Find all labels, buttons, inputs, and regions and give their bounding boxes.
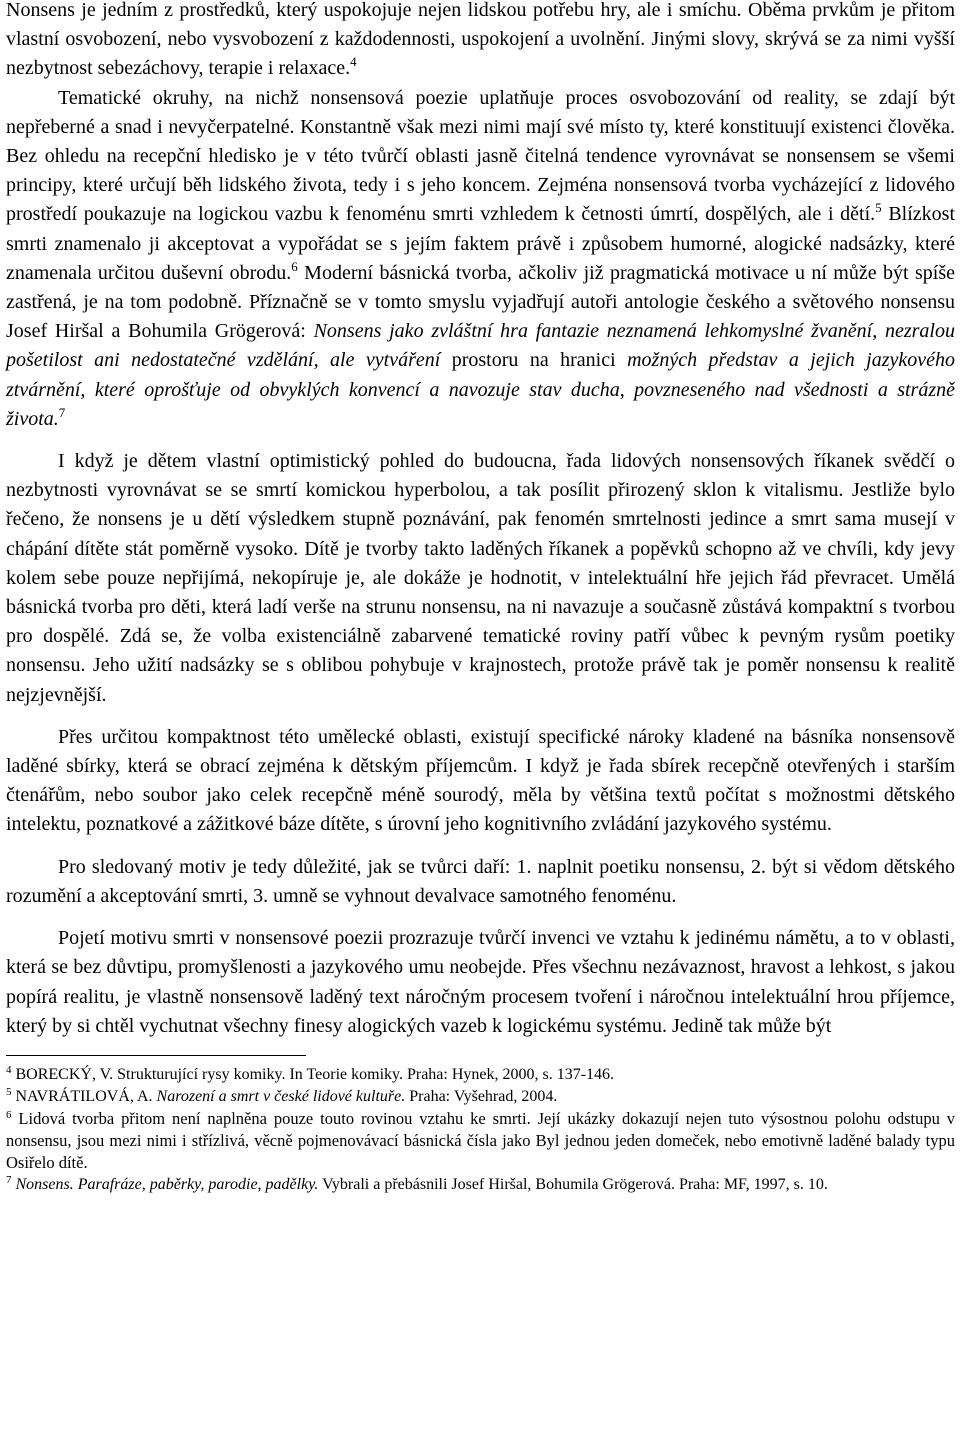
footnote-marker: 4 <box>6 1063 12 1076</box>
paragraph <box>6 84 955 434</box>
text-run: Tematické okruhy, na nichž nonsensová poezie uplatňuje proces osvobozování od reality, se zdají být nepřeberné a snad i nevyčerpatelné. Konstantně však mezi nimi mají své místo ty, které konstituují existenci člověka. Bez ohledu na recepční hledisko je v této tvůrčí oblasti jasně čitelná tendence vyrovnávat se nonsensem se všemi principy, které určují běh lidského života, tedy i s jeho koncem. Zejména nonsensová tvorba vycházející z lidového prostředí poukazuje na logickou vazbu k fenoménu smrti vzhledem k četnosti úmrtí, dospělých, ale i dětí. <box>6 86 955 226</box>
text-run: Pojetí motivu smrti v nonsensové poezii prozrazuje tvůrčí invenci ve vztahu k jedinému námětu, a to v oblasti, která se bez důvtipu, promyšlenosti a jazykového umu neobejde. Přes všechnu nezávaznost, hravost a lehkost, s jakou popírá realitu, je vlastně nonsensově laděný text náročným procesem tvoření i náročnou intelektuální hrou příjemce, který by si chtěl vychutnat všechny finesy alogických vazeb k logickému systému. Jedině tak může být <box>6 927 955 1037</box>
footnote-marker: 6 <box>291 258 298 274</box>
footnote-marker: 6 <box>6 1108 12 1121</box>
body-text <box>6 0 955 1041</box>
italic-text: Narození a smrt v české lidové kultuře. <box>156 1087 406 1105</box>
footnote-separator <box>6 1055 306 1056</box>
text-run: Lidová tvorba přitom není naplněna pouze touto rovinou vztahu ke smrti. Její ukázky dokazují nejen tuto výsostnou polohu odstupu v nonsensu, jsou mezi nimi i střízlivá, věcně pojmenovávací básnická čísla jako Byl jednou jeden domeček, nebo emotivně laděné balady typu Osiřelo dítě. <box>6 1108 955 1172</box>
footnote <box>6 1064 955 1086</box>
paragraph <box>6 0 955 84</box>
footnote-marker: 4 <box>350 54 357 70</box>
paragraph <box>6 447 955 710</box>
paragraph <box>6 853 955 911</box>
text-run: Pro sledovaný motiv je tedy důležité, jak se tvůrci daří: 1. naplnit poetiku nonsensu, 2. být si vědom dětského rozumění a akceptování smrti, 3. umně se vyhnout devalvace samotného fenoménu. <box>6 855 955 907</box>
text-run: BORECKÝ, V. Strukturující rysy komiky. In Teorie komiky. Praha: Hynek, 2000, s. 137-146. <box>11 1065 615 1083</box>
italic-text: možných představ a jejich jazykového ztvárnění, které oprošťuje od obvyklých konvencí a navozuje stav ducha, povzneseného nad všednosti a strázně života. <box>6 349 955 430</box>
text-run: NAVRÁTILOVÁ, A. <box>11 1087 157 1105</box>
footnote <box>6 1174 955 1196</box>
footnote <box>6 1086 955 1108</box>
paragraph <box>6 924 955 1041</box>
footnote-marker: 7 <box>58 404 66 420</box>
text-run: Moderní básnická tvorba, ačkoliv již pragmatická motivace u ní může být spíše zastřená, je na tom podobně. Příznačně se v tomto smyslu vyjadřují autoři antologie českého a světového nonsensu Josef Hiršal a Bohumila Grögerová: <box>6 261 955 343</box>
text-run: Vybrali a přebásnili Josef Hiršal, Bohumila Grögerová. Praha: MF, 1997, s. 10. <box>318 1175 828 1193</box>
text-run: prostoru na hranici <box>440 349 628 372</box>
text-run: Praha: Vyšehrad, 2004. <box>405 1087 558 1105</box>
italic-text: Nonsens jako zvláštní hra fantazie neznamená lehkomyslné žvanění, nezralou pošetilost ani nedostatečné vzdělání, ale vytváření <box>6 320 955 372</box>
text-run: I když je dětem vlastní optimistický pohled do budoucna, řada lidových nonsensových říkanek svědčí o nezbytnosti vyrovnávat se se smrtí komickou hyperbolou, a tak posílit přirozený sklon k vitalismu. Jestliže bylo řečeno, že nonsens je u dětí výsledkem stupně poznávání, pak fenomén smrtelnosti jedince a smrt sama musejí v chápání dítěte stát poměrně vysoko. Dítě je tvorby takto laděných říkanek a popěvků schopno až ve chvíli, kdy jevy kolem sebe pouze nepřijímá, nekopíruje je, ale dokáže je hodnotit, v intelektuální hře jejich řád převracet. Umělá básnická tvorba pro děti, která ladí verše na strunu nonsensu, na ni navazuje a současně zůstává kompaktní s tvorbou pro dospělé. Zdá se, že volba existenciálně zabarvené tematické roviny patří vůbec k pevným rysům poetiky nonsensu. Jeho užití nadsázky se s oblibou pohybuje v krajnostech, protože právě tak je poměr nonsensu k realitě nejzjevnější. <box>6 450 955 706</box>
text-run: Blízkost smrti znamenalo ji akceptovat a vypořádat se s jejím faktem právě i způsobem humorné, alogické nadsázky, které znamenala určitou duševní obrodu. <box>6 203 956 284</box>
footnote-marker: 5 <box>6 1085 12 1098</box>
footnotes <box>6 1064 955 1196</box>
footnote-marker: 7 <box>6 1173 12 1186</box>
text-run: Nonsens je jedním z prostředků, který uspokojuje nejen lidskou potřebu hry, ale i smíchu. Oběma prvkům je přitom vlastní osvobození, nebo vysvobození z každodennosti, uspokojení a uvolnění. Jinými slovy, skrývá se za nimi vyšší nezbytnost sebezáchovy, terapie i relaxace. <box>6 0 955 80</box>
text-run: Přes určitou kompaktnost této umělecké oblasti, existují specifické nároky kladené na básníka nonsensově laděné sbírky, která se obrací zejména k dětským příjemcům. I když je řada sbírek recepčně otevřených i starším čtenářům, nebo soubor jako celek recepčně méně sourodý, měla by většina textů počítat s možnostmi dětského intelektu, poznatkové a zážitkové báze dítěte, s úrovní jeho kognitivního zvládání jazykového systému. <box>6 725 955 836</box>
italic-text: Nonsens. Parafráze, paběrky, parodie, padělky. <box>15 1175 319 1193</box>
footnote <box>6 1108 955 1174</box>
footnote-marker: 5 <box>875 200 882 216</box>
paragraph <box>6 723 955 840</box>
